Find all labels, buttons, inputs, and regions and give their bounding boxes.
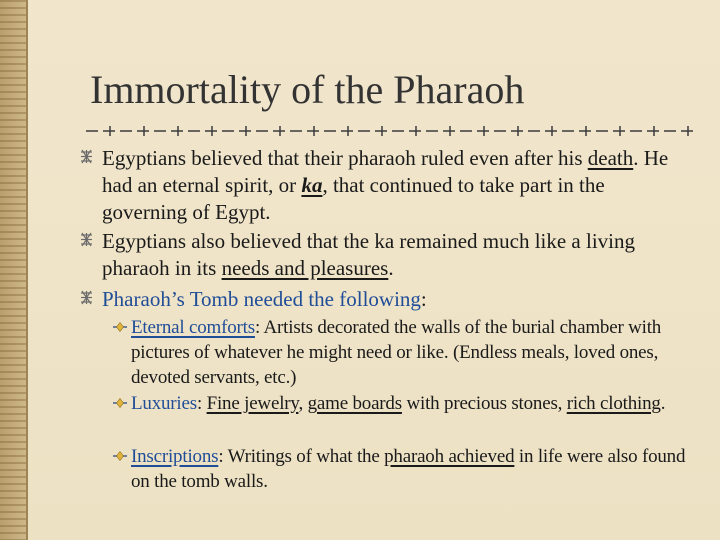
title-divider — [86, 126, 698, 136]
sub-bullet-2-rich-clothing: rich clothing — [566, 393, 661, 414]
sub-bullet-3-sep: : Writings of what the — [218, 446, 385, 467]
bullet-1-text — [102, 145, 692, 226]
bullet-1-underlined-death: death — [587, 146, 634, 170]
bullet-1-part-1: Egyptians believed that their pharaoh ruled even after his — [102, 146, 583, 170]
bullet-1-part-5: , that continued to take part in the governing of Egypt. — [102, 173, 605, 224]
bullet-1-icon — [79, 149, 94, 164]
sub-bullet-2-fine-jewelry: Fine jewelry — [206, 393, 299, 414]
slide-title: Immortality of the Pharaoh — [90, 67, 525, 112]
bullet-2-text — [102, 228, 692, 282]
bullet-3-part-1: Pharaoh’s Tomb needed the following — [102, 287, 421, 311]
sub-bullet-1-text — [131, 315, 706, 390]
sub-bullet-3-rest: in life were also found on the tomb walls. — [131, 446, 686, 492]
decorative-border — [0, 0, 28, 540]
sub-bullet-2-text — [131, 391, 706, 416]
sub-bullet-2-label: Luxuries — [131, 393, 197, 414]
bullet-3-text — [102, 286, 692, 313]
bullet-2-underlined: needs and pleasures — [221, 256, 389, 280]
bullet-3-colon: : — [420, 287, 427, 311]
sub-bullet-2-icon — [113, 398, 127, 408]
sub-bullet-1-label: Eternal comforts — [131, 317, 255, 338]
bullet-1-part-3: . He had an eternal spirit, or — [102, 146, 669, 197]
sub-bullet-3-icon — [113, 451, 127, 461]
sub-bullet-2-comma: , — [298, 393, 308, 414]
bullet-3-icon — [79, 290, 94, 305]
bullet-2-icon — [79, 232, 94, 247]
bullet-1-ka-term: ka — [301, 173, 323, 197]
sub-bullet-2-game-boards: game boards — [307, 393, 402, 414]
sub-bullet-1-rest: : Artists decorated the walls of the burial chamber with pictures of whatever he might need or like. (Endless meals, loved ones, devoted servants, etc.) — [131, 317, 662, 388]
bullet-2-part-3: . — [388, 256, 394, 280]
sub-bullet-2-sep: : — [196, 393, 207, 414]
sub-bullet-1-icon — [113, 322, 127, 332]
sub-bullet-3-text — [131, 444, 706, 494]
sub-bullet-3-label: Inscriptions — [131, 446, 219, 467]
sub-bullet-3-pharaoh-achieved: pharaoh achieved — [384, 446, 515, 467]
sub-bullet-2-end: . — [660, 393, 666, 414]
bullet-2-part-1: Egyptians also believed that the ka remained much like a living pharaoh in its — [102, 229, 636, 280]
sub-bullet-2-mid: with precious stones, — [401, 393, 567, 414]
